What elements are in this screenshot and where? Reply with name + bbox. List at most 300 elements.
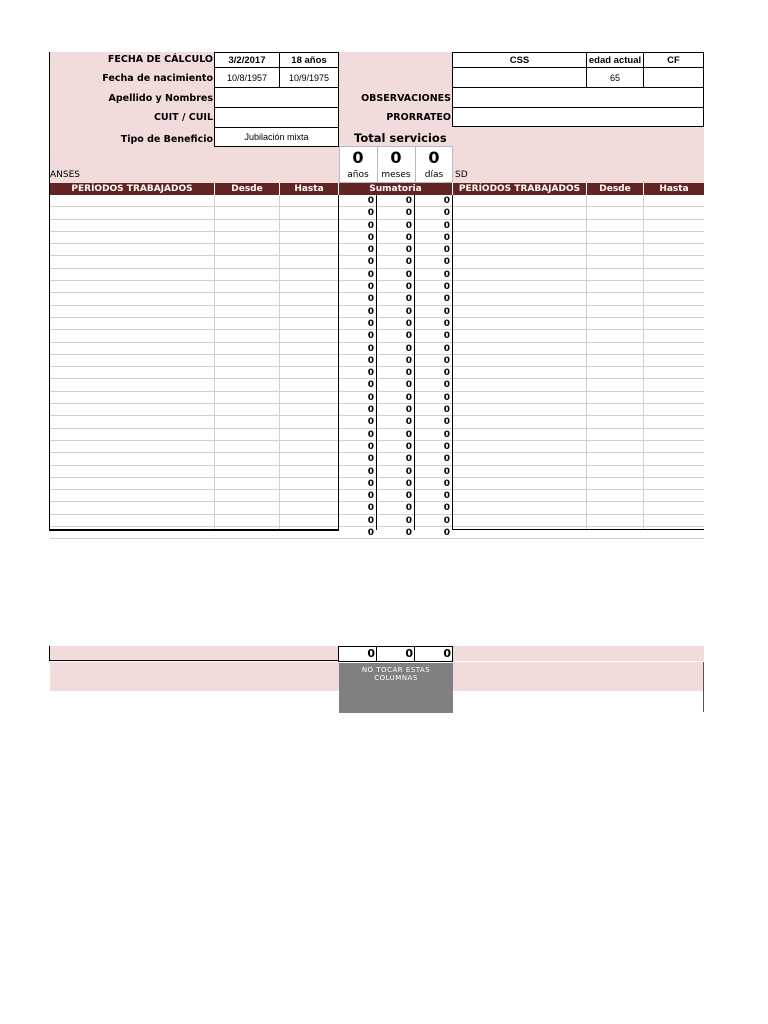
hasta-cell[interactable] <box>280 244 339 255</box>
periodo-right-cell[interactable] <box>453 478 587 489</box>
tipo-beneficio-label: Tipo de Beneficio <box>120 134 213 145</box>
periodo-right-cell[interactable] <box>453 515 587 526</box>
desde-cell[interactable] <box>215 392 280 403</box>
hasta-cell[interactable] <box>280 355 339 366</box>
sum-anos-cell: 0 <box>367 503 374 514</box>
desde-cell[interactable] <box>215 515 280 526</box>
hasta-right-cell[interactable] <box>644 502 704 513</box>
sum-meses-cell: 0 <box>405 220 412 231</box>
periodo-right-cell[interactable] <box>453 416 587 427</box>
grid-bottom-right <box>452 529 704 530</box>
periodo-right-cell[interactable] <box>453 330 587 341</box>
footer-pink-left <box>50 662 339 691</box>
desde-cell[interactable] <box>215 256 280 267</box>
sum-dias-cell: 0 <box>443 269 450 280</box>
desde-cell[interactable] <box>215 355 280 366</box>
footer-sum-dias: 0 <box>443 647 451 660</box>
sum-meses-cell: 0 <box>405 478 412 489</box>
sum-anos-cell: 0 <box>367 429 374 440</box>
desde-right-cell[interactable] <box>587 478 644 489</box>
hasta-right-cell[interactable] <box>644 404 704 415</box>
desde-right-cell[interactable] <box>587 416 644 427</box>
hasta-cell[interactable] <box>280 429 339 440</box>
periodo-right-cell[interactable] <box>453 367 587 378</box>
table-row <box>50 441 704 453</box>
hasta-right-cell[interactable] <box>644 281 704 292</box>
desde-cell[interactable] <box>215 404 280 415</box>
periodo-cell[interactable] <box>50 515 215 526</box>
periodo-cell[interactable] <box>50 466 215 477</box>
periodo-cell[interactable] <box>50 232 215 243</box>
fecha-calculo-label: FECHA DE CÁLCULO <box>107 54 213 65</box>
sum-meses-cell: 0 <box>405 294 412 305</box>
sum-anos-cell: 0 <box>367 282 374 293</box>
periodo-right-cell[interactable] <box>453 441 587 452</box>
periodo-right-cell[interactable] <box>453 281 587 292</box>
hasta-cell[interactable] <box>280 195 339 206</box>
observaciones-label: OBSERVACIONES <box>361 93 451 104</box>
sum-dias-cell: 0 <box>443 417 450 428</box>
periodo-right-cell[interactable] <box>453 256 587 267</box>
desde-right-cell[interactable] <box>587 441 644 452</box>
periodo-cell[interactable] <box>50 244 215 255</box>
periodo-cell[interactable] <box>50 379 215 390</box>
periodo-cell[interactable] <box>50 416 215 427</box>
header-hasta-right: Hasta <box>644 183 704 195</box>
hasta-cell[interactable] <box>280 220 339 231</box>
sum-anos-cell: 0 <box>367 392 374 403</box>
periodo-cell[interactable] <box>50 367 215 378</box>
table-row <box>50 416 704 428</box>
hasta-right-cell[interactable] <box>644 367 704 378</box>
desde-right-cell[interactable] <box>587 207 644 218</box>
periodo-right-cell[interactable] <box>453 318 587 329</box>
sum-dias-cell: 0 <box>443 294 450 305</box>
hasta-right-cell[interactable] <box>644 429 704 440</box>
periodo-right-cell[interactable] <box>453 379 587 390</box>
grid-vline <box>338 195 339 530</box>
desde-right-cell[interactable] <box>587 466 644 477</box>
cuit-label: CUIT / CUIL <box>153 112 213 123</box>
periodo-right-cell[interactable] <box>453 207 587 218</box>
periodo-right-cell[interactable] <box>453 220 587 231</box>
desde-right-cell[interactable] <box>587 515 644 526</box>
desde-right-cell[interactable] <box>587 256 644 267</box>
periodo-cell[interactable] <box>50 343 215 354</box>
hasta-right-cell[interactable] <box>644 293 704 304</box>
sum-meses-cell: 0 <box>405 405 412 416</box>
desde-cell[interactable] <box>215 244 280 255</box>
total-anos: 0 <box>352 148 364 167</box>
hasta-cell[interactable] <box>280 502 339 513</box>
table-row <box>50 392 704 404</box>
table-row <box>50 220 704 232</box>
sum-dias-cell: 0 <box>443 454 450 465</box>
desde-right-cell[interactable] <box>587 330 644 341</box>
periodo-cell[interactable] <box>50 429 215 440</box>
table-row <box>50 244 704 256</box>
header-sumatoria: Sumatoria <box>339 183 453 195</box>
desde-right-cell[interactable] <box>587 232 644 243</box>
sum-dias-cell: 0 <box>443 196 450 206</box>
sum-anos-cell: 0 <box>367 380 374 391</box>
hasta-cell[interactable] <box>280 416 339 427</box>
desde-cell[interactable] <box>215 232 280 243</box>
edad-actual-value[interactable]: 65 <box>586 67 644 88</box>
sum-dias-cell: 0 <box>443 441 450 452</box>
sum-anos-cell: 0 <box>367 466 374 477</box>
periodo-cell[interactable] <box>50 256 215 267</box>
hasta-cell[interactable] <box>280 490 339 501</box>
sum-anos-cell: 0 <box>367 269 374 280</box>
sum-meses-cell: 0 <box>405 196 412 206</box>
css-value[interactable] <box>452 67 587 88</box>
table-row <box>50 330 704 342</box>
sum-anos-cell: 0 <box>367 245 374 256</box>
hasta-right-cell[interactable] <box>644 207 704 218</box>
header-desde: Desde <box>215 183 280 195</box>
desde-right-cell[interactable] <box>587 306 644 317</box>
periodo-right-cell[interactable] <box>453 269 587 280</box>
sum-dias-cell: 0 <box>443 232 450 243</box>
table-row <box>50 293 704 305</box>
hasta-right-cell[interactable] <box>644 478 704 489</box>
table-row <box>50 355 704 367</box>
periodo-right-cell[interactable] <box>453 232 587 243</box>
sum-anos-cell: 0 <box>367 343 374 354</box>
fecha-nacimiento-2[interactable]: 10/9/1975 <box>279 67 339 88</box>
hasta-cell[interactable] <box>280 441 339 452</box>
periodo-right-cell[interactable] <box>453 502 587 513</box>
table-row <box>50 269 704 281</box>
desde-cell[interactable] <box>215 367 280 378</box>
data-grid <box>50 195 704 539</box>
anos-unit-label: años <box>347 170 369 180</box>
periodo-cell[interactable] <box>50 281 215 292</box>
hasta-right-cell[interactable] <box>644 466 704 477</box>
periodo-right-cell[interactable] <box>453 453 587 464</box>
grid-vline <box>586 195 587 530</box>
desde-right-cell[interactable] <box>587 490 644 501</box>
cuit-value[interactable] <box>214 107 339 128</box>
sum-anos-cell: 0 <box>367 441 374 452</box>
periodo-right-cell[interactable] <box>453 343 587 354</box>
periodo-cell[interactable] <box>50 220 215 231</box>
prorrateo-label: PRORRATEO <box>386 112 451 123</box>
sum-anos-cell: 0 <box>367 368 374 379</box>
grid-vline <box>214 195 215 530</box>
periodo-right-cell[interactable] <box>453 404 587 415</box>
footer-line-left <box>49 660 339 661</box>
periodo-cell[interactable] <box>50 453 215 464</box>
tipo-beneficio-value[interactable]: Jubilación mixta <box>214 127 339 147</box>
edad-actual-label: edad actual <box>586 52 644 68</box>
sum-anos-cell: 0 <box>367 331 374 342</box>
hasta-right-cell[interactable] <box>644 392 704 403</box>
no-tocar-note: NO TOCAR ESTAS COLUMNAS <box>339 663 453 713</box>
desde-right-cell[interactable] <box>587 355 644 366</box>
desde-right-cell[interactable] <box>587 281 644 292</box>
sum-dias-cell: 0 <box>443 343 450 354</box>
desde-cell[interactable] <box>215 281 280 292</box>
hasta-right-cell[interactable] <box>644 244 704 255</box>
desde-right-cell[interactable] <box>587 343 644 354</box>
cf-value[interactable] <box>643 67 704 88</box>
sum-dias-cell: 0 <box>443 380 450 391</box>
periodo-cell[interactable] <box>50 392 215 403</box>
desde-right-cell[interactable] <box>587 367 644 378</box>
desde-right-cell[interactable] <box>587 195 644 206</box>
header-periodos-right: PERÍODOS TRABAJADOS <box>453 183 587 195</box>
periodo-right-cell[interactable] <box>453 392 587 403</box>
periodo-cell[interactable] <box>50 355 215 366</box>
hasta-cell[interactable] <box>280 392 339 403</box>
sum-anos-cell: 0 <box>367 220 374 231</box>
hasta-right-cell[interactable] <box>644 490 704 501</box>
table-row <box>50 502 704 514</box>
desde-right-cell[interactable] <box>587 220 644 231</box>
table-row <box>50 478 704 490</box>
periodo-cell[interactable] <box>50 306 215 317</box>
desde-cell[interactable] <box>215 502 280 513</box>
cf-label: CF <box>643 52 704 68</box>
dias-unit-label: días <box>424 170 444 180</box>
desde-cell[interactable] <box>215 466 280 477</box>
hasta-cell[interactable] <box>280 404 339 415</box>
sum-dias-cell: 0 <box>443 257 450 268</box>
sum-meses-cell: 0 <box>405 232 412 243</box>
periodo-cell[interactable] <box>50 318 215 329</box>
sum-anos-cell: 0 <box>367 454 374 465</box>
hasta-cell[interactable] <box>280 367 339 378</box>
sum-dias-cell: 0 <box>443 405 450 416</box>
desde-right-cell[interactable] <box>587 502 644 513</box>
sum-dias-cell: 0 <box>443 528 450 539</box>
total-meses: 0 <box>390 148 402 167</box>
periodo-cell[interactable] <box>50 490 215 501</box>
desde-cell[interactable] <box>215 318 280 329</box>
hasta-cell[interactable] <box>280 330 339 341</box>
desde-right-cell[interactable] <box>587 429 644 440</box>
table-row <box>50 404 704 416</box>
periodo-right-cell[interactable] <box>453 293 587 304</box>
table-row <box>50 515 704 527</box>
sum-meses-cell: 0 <box>405 441 412 452</box>
sum-anos-cell: 0 <box>367 491 374 502</box>
periodo-right-cell[interactable] <box>453 466 587 477</box>
hasta-cell[interactable] <box>280 379 339 390</box>
apellido-value[interactable] <box>214 87 339 108</box>
desde-cell[interactable] <box>215 490 280 501</box>
desde-right-cell[interactable] <box>587 404 644 415</box>
periodo-right-cell[interactable] <box>453 490 587 501</box>
table-row <box>50 466 704 478</box>
sum-meses-cell: 0 <box>405 454 412 465</box>
hasta-cell[interactable] <box>280 293 339 304</box>
table-row <box>50 281 704 293</box>
hasta-cell[interactable] <box>280 207 339 218</box>
sum-meses-cell: 0 <box>405 257 412 268</box>
desde-right-cell[interactable] <box>587 453 644 464</box>
sum-anos-cell: 0 <box>367 306 374 317</box>
sum-meses-cell: 0 <box>405 245 412 256</box>
grid-vline <box>452 195 453 530</box>
sum-anos-cell: 0 <box>367 196 374 206</box>
table-row <box>50 453 704 465</box>
hasta-cell[interactable] <box>280 269 339 280</box>
sum-anos-cell: 0 <box>367 417 374 428</box>
header-periodos: PERÍODOS TRABAJADOS <box>50 183 215 195</box>
grid-vline <box>279 195 280 530</box>
periodo-cell[interactable] <box>50 330 215 341</box>
sum-dias-cell: 0 <box>443 220 450 231</box>
table-row <box>50 429 704 441</box>
sum-anos-cell: 0 <box>367 232 374 243</box>
desde-cell[interactable] <box>215 207 280 218</box>
fecha-nacimiento-1[interactable]: 10/8/1957 <box>214 67 280 88</box>
table-row <box>50 306 704 318</box>
periodo-cell[interactable] <box>50 478 215 489</box>
meses-unit-label: meses <box>381 170 411 180</box>
sum-anos-cell: 0 <box>367 355 374 366</box>
table-row <box>50 232 704 244</box>
periodo-cell[interactable] <box>50 293 215 304</box>
sum-dias-cell: 0 <box>443 478 450 489</box>
hasta-right-cell[interactable] <box>644 318 704 329</box>
sum-dias-cell: 0 <box>443 368 450 379</box>
footer-sum-anos: 0 <box>367 647 375 660</box>
hasta-right-cell[interactable] <box>644 195 704 206</box>
sum-meses-cell: 0 <box>405 392 412 403</box>
desde-cell[interactable] <box>215 379 280 390</box>
hasta-right-cell[interactable] <box>644 269 704 280</box>
hasta-cell[interactable] <box>280 232 339 243</box>
desde-cell[interactable] <box>215 293 280 304</box>
grid-vline <box>414 195 415 530</box>
hasta-cell[interactable] <box>280 478 339 489</box>
periodo-cell[interactable] <box>50 269 215 280</box>
fecha-calculo-value[interactable]: 3/2/2017 <box>214 52 280 68</box>
observaciones-value[interactable] <box>452 87 704 108</box>
desde-cell[interactable] <box>215 195 280 206</box>
periodo-right-cell[interactable] <box>453 306 587 317</box>
sum-meses-cell: 0 <box>405 331 412 342</box>
hasta-right-cell[interactable] <box>644 220 704 231</box>
sum-anos-cell: 0 <box>367 405 374 416</box>
hasta-cell[interactable] <box>280 515 339 526</box>
desde-cell[interactable] <box>215 441 280 452</box>
desde-right-cell[interactable] <box>587 269 644 280</box>
desde-right-cell[interactable] <box>587 379 644 390</box>
table-row <box>50 490 704 502</box>
hasta-cell[interactable] <box>280 343 339 354</box>
total-servicios-label: Total servicios <box>354 131 447 145</box>
hasta-right-cell[interactable] <box>644 453 704 464</box>
hasta-right-cell[interactable] <box>644 355 704 366</box>
prorrateo-value[interactable] <box>452 107 704 127</box>
desde-cell[interactable] <box>215 330 280 341</box>
desde-cell[interactable] <box>215 453 280 464</box>
sum-anos-cell: 0 <box>367 528 374 539</box>
desde-cell[interactable] <box>215 269 280 280</box>
footer-right-border <box>703 662 704 712</box>
hasta-right-cell[interactable] <box>644 232 704 243</box>
periodo-cell[interactable] <box>50 502 215 513</box>
sd-label: SD <box>455 170 468 180</box>
periodo-cell[interactable] <box>50 195 215 206</box>
table-row <box>50 367 704 379</box>
periodo-right-cell[interactable] <box>453 244 587 255</box>
periodo-cell[interactable] <box>50 207 215 218</box>
sum-meses-cell: 0 <box>405 380 412 391</box>
hasta-cell[interactable] <box>280 306 339 317</box>
hasta-cell[interactable] <box>280 318 339 329</box>
sum-anos-cell: 0 <box>367 208 374 219</box>
periodo-right-cell[interactable] <box>453 429 587 440</box>
hasta-right-cell[interactable] <box>644 343 704 354</box>
sum-dias-cell: 0 <box>443 331 450 342</box>
table-row <box>50 343 704 355</box>
sum-anos-cell: 0 <box>367 294 374 305</box>
hasta-cell[interactable] <box>280 281 339 292</box>
desde-cell[interactable] <box>215 306 280 317</box>
anos-value[interactable]: 18 años <box>279 52 339 68</box>
sum-dias-cell: 0 <box>443 429 450 440</box>
desde-right-cell[interactable] <box>587 318 644 329</box>
sum-meses-cell: 0 <box>405 306 412 317</box>
table-row <box>50 207 704 219</box>
hasta-right-cell[interactable] <box>644 379 704 390</box>
hasta-right-cell[interactable] <box>644 441 704 452</box>
hasta-cell[interactable] <box>280 466 339 477</box>
sum-meses-cell: 0 <box>405 466 412 477</box>
sum-meses-cell: 0 <box>405 282 412 293</box>
desde-cell[interactable] <box>215 478 280 489</box>
grid-bottom-left <box>49 529 339 531</box>
desde-cell[interactable] <box>215 429 280 440</box>
desde-cell[interactable] <box>215 416 280 427</box>
hasta-right-cell[interactable] <box>644 256 704 267</box>
desde-right-cell[interactable] <box>587 244 644 255</box>
sum-dias-cell: 0 <box>443 466 450 477</box>
fecha-nacimiento-label: Fecha de nacimiento <box>102 73 213 84</box>
desde-cell[interactable] <box>215 343 280 354</box>
sum-anos-cell: 0 <box>367 257 374 268</box>
periodo-right-cell[interactable] <box>453 195 587 206</box>
hasta-right-cell[interactable] <box>644 306 704 317</box>
sum-meses-cell: 0 <box>405 491 412 502</box>
hasta-cell[interactable] <box>280 453 339 464</box>
table-row <box>50 195 704 207</box>
desde-right-cell[interactable] <box>587 293 644 304</box>
periodo-cell[interactable] <box>50 404 215 415</box>
hasta-right-cell[interactable] <box>644 330 704 341</box>
sum-meses-cell: 0 <box>405 528 412 539</box>
hasta-right-cell[interactable] <box>644 416 704 427</box>
grid-vline <box>643 195 644 530</box>
periodo-cell[interactable] <box>50 441 215 452</box>
hasta-right-cell[interactable] <box>644 515 704 526</box>
sum-meses-cell: 0 <box>405 269 412 280</box>
sum-meses-cell: 0 <box>405 343 412 354</box>
hasta-cell[interactable] <box>280 256 339 267</box>
desde-right-cell[interactable] <box>587 392 644 403</box>
desde-cell[interactable] <box>215 220 280 231</box>
periodo-right-cell[interactable] <box>453 355 587 366</box>
sum-meses-cell: 0 <box>405 429 412 440</box>
sum-dias-cell: 0 <box>443 503 450 514</box>
sum-meses-cell: 0 <box>405 208 412 219</box>
